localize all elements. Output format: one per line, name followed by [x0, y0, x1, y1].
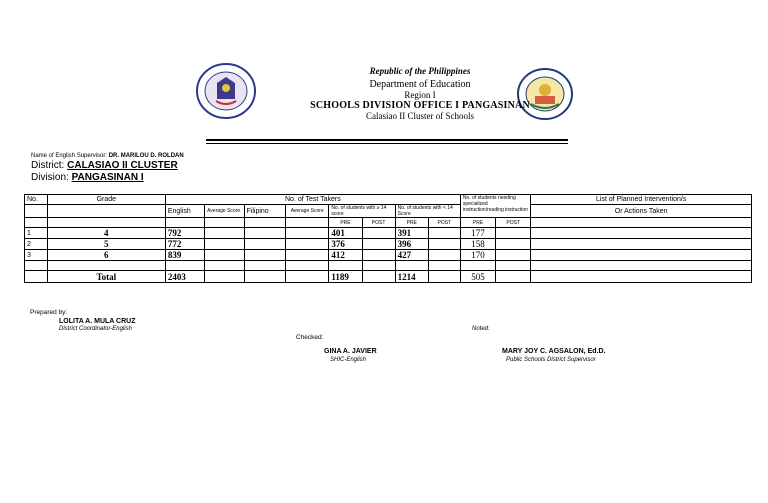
prepared-label: Prepared by:: [30, 309, 68, 316]
prepared-role: District Coordinator-English: [59, 326, 132, 332]
table-row: [25, 228, 752, 239]
prepared-name: LOLITA A. MULA CRUZ: [59, 318, 136, 325]
col-grade-header: Grade: [47, 195, 165, 205]
col-takers-header: No. of Test Takers: [165, 195, 460, 205]
pre-label: PRE: [460, 218, 495, 228]
checked-name: GINA A. JAVIER: [324, 348, 377, 355]
pre-label: PRE: [329, 218, 362, 228]
post-label: POST: [362, 218, 395, 228]
row-grade: 6: [47, 250, 165, 261]
row-grade: 5: [47, 239, 165, 250]
sub-avg2-header: Average Score: [285, 205, 328, 218]
row-above: 401: [329, 228, 362, 239]
row-pre: 177: [460, 228, 495, 239]
test-takers-table: [24, 194, 752, 283]
row-above: 412: [329, 250, 362, 261]
post-label: POST: [496, 218, 531, 228]
header-cluster: Calasiao II Cluster of Schools: [366, 111, 474, 121]
total-label: Total: [47, 271, 165, 283]
row-below: 427: [395, 250, 428, 261]
checked-role: SHIC-English: [330, 357, 367, 363]
supervisor-label: Name of English Supervisor:: [31, 153, 108, 159]
sub-avg1-header: Average Score: [205, 205, 244, 218]
row-below: 396: [395, 239, 428, 250]
division-value: PANGASINAN I: [71, 172, 144, 183]
supervisor-name: DR. MARILOU D. ROLDAN: [108, 153, 184, 159]
row-no: 3: [25, 250, 48, 261]
checked-label: Checked:: [296, 334, 324, 341]
total-above: 1189: [329, 271, 362, 283]
row-english: 839: [165, 250, 204, 261]
col-specialized-header: No. of students needing specialized instruction/reading instruction: [460, 195, 530, 218]
pre-label: PRE: [395, 218, 428, 228]
sub-filipino-header: Filipino: [244, 205, 285, 218]
header-republic: Republic of the Philippines: [369, 66, 471, 76]
row-grade: 4: [47, 228, 165, 239]
col-no-header: No.: [25, 195, 48, 205]
table-prepost-row: [25, 218, 752, 228]
header-divider-thick: [206, 139, 568, 141]
row-above: 376: [329, 239, 362, 250]
header-divider-thin: [206, 143, 568, 144]
total-below: 1214: [395, 271, 428, 283]
table-subheader-row: [25, 205, 752, 218]
row-no: 1: [25, 228, 48, 239]
col-interventions-header-1: List of Planned Intervention/s: [531, 195, 752, 205]
table-row: [25, 239, 752, 250]
division-line: [31, 172, 144, 183]
noted-role: Public Schools District Supervisor: [506, 357, 596, 363]
col-interventions-header-2: Or Actions Taken: [531, 205, 752, 218]
noted-name: MARY JOY C. AGSALON, Ed.D.: [502, 348, 606, 355]
row-pre: 170: [460, 250, 495, 261]
district-label: District:: [31, 160, 65, 171]
supervisor-line: [31, 153, 184, 159]
division-label: Division:: [31, 172, 69, 183]
total-english: 2403: [165, 271, 204, 283]
row-below: 391: [395, 228, 428, 239]
header-region: Region I: [404, 90, 436, 100]
row-english: 772: [165, 239, 204, 250]
sub-below-header: No. of students with < 14 Score: [395, 205, 460, 218]
header-department: Department of Education: [369, 79, 471, 90]
row-no: 2: [25, 239, 48, 250]
sub-english-header: English: [165, 205, 204, 218]
total-pre: 505: [460, 271, 495, 283]
table-total-row: [25, 271, 752, 283]
district-line: [31, 160, 178, 171]
sub-above-header: No. of students with ≥ 14 score: [329, 205, 395, 218]
district-value: CALASIAO II CLUSTER: [67, 160, 178, 171]
row-pre: 158: [460, 239, 495, 250]
row-english: 792: [165, 228, 204, 239]
table-header-row: [25, 195, 752, 205]
table-row: [25, 250, 752, 261]
header-office: SCHOOLS DIVISION OFFICE I PANGASINAN: [310, 100, 530, 111]
noted-label: Noted:: [472, 326, 490, 332]
post-label: POST: [428, 218, 460, 228]
table-row-empty: [25, 261, 752, 271]
